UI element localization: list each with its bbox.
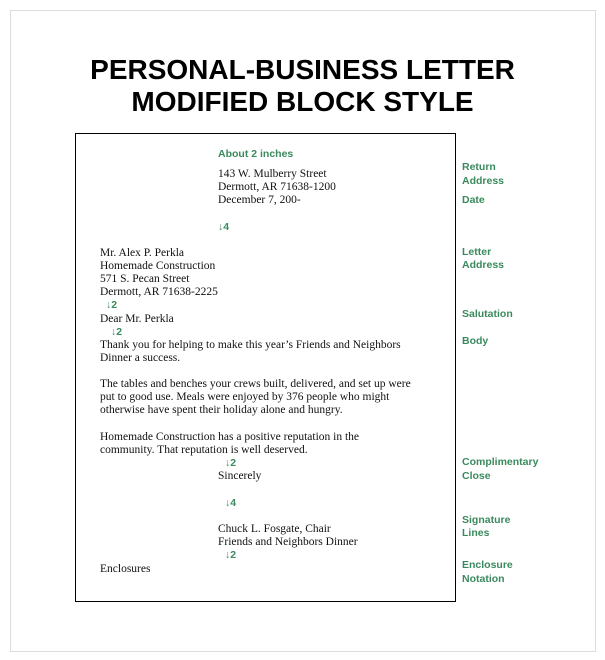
body-line: put to good use. Meals were enjoyed by 376 people who might <box>100 391 390 403</box>
spacing-marker: ↓2 <box>106 299 118 311</box>
spacing-marker: ↓2 <box>225 549 237 561</box>
letter-address-line: Dermott, AR 71638-2225 <box>100 286 218 298</box>
letter-address-line: Mr. Alex P. Perkla <box>100 247 185 259</box>
label-complimentary-close: Complimentary <box>462 456 539 468</box>
enclosure-notation: Enclosures <box>100 563 151 575</box>
body-line: Thank you for helping to make this year’s Friends and Neighbors <box>100 339 401 351</box>
body-line: community. That reputation is well deserved. <box>100 444 308 456</box>
spacing-marker: ↓2 <box>225 457 237 469</box>
title-line-2: MODIFIED BLOCK STYLE <box>131 86 474 117</box>
label-return-address: Address <box>462 175 505 187</box>
spacing-marker: ↓4 <box>225 497 237 509</box>
label-letter-address: Address <box>462 259 505 271</box>
label-enclosure-notation: Notation <box>462 573 505 585</box>
body-line: The tables and benches your crews built, delivered, and set up were <box>100 378 411 390</box>
label-return-address: Return <box>462 161 496 173</box>
margin-note: About 2 inches <box>218 148 294 160</box>
date-line: December 7, 200- <box>218 194 301 206</box>
label-salutation: Salutation <box>462 308 513 320</box>
letter-address-line: Homemade Construction <box>100 260 216 272</box>
label-signature-lines: Lines <box>462 527 490 539</box>
label-date: Date <box>462 194 485 206</box>
salutation: Dear Mr. Perkla <box>100 313 174 325</box>
label-letter-address: Letter <box>462 246 492 258</box>
body-line: Dinner a success. <box>100 352 181 364</box>
label-body: Body <box>462 335 489 347</box>
signature-line: Friends and Neighbors Dinner <box>218 536 358 548</box>
complimentary-close: Sincerely <box>218 470 262 482</box>
return-address-line: 143 W. Mulberry Street <box>218 168 327 180</box>
return-address-line: Dermott, AR 71638-1200 <box>218 181 336 193</box>
letter-address-line: 571 S. Pecan Street <box>100 273 190 285</box>
signature-line: Chuck L. Fosgate, Chair <box>218 523 331 535</box>
label-enclosure-notation: Enclosure <box>462 559 513 571</box>
label-signature-lines: Signature <box>462 514 511 526</box>
spacing-marker: ↓2 <box>111 326 123 338</box>
spacing-marker: ↓4 <box>218 221 230 233</box>
title-line-1: PERSONAL-BUSINESS LETTER <box>90 54 515 85</box>
body-line: otherwise have spent their holiday alone and hungry. <box>100 404 343 416</box>
label-complimentary-close: Close <box>462 470 491 482</box>
body-line: Homemade Construction has a positive reputation in the <box>100 431 360 443</box>
